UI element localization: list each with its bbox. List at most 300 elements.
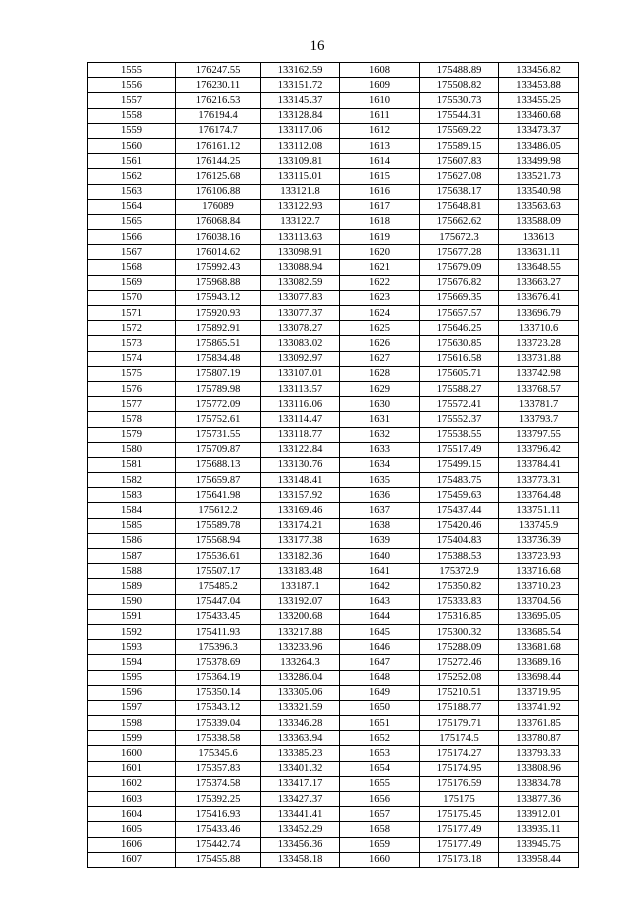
table-row [88, 366, 579, 381]
right-y-coordinate-cell: 133563.63 [499, 199, 579, 214]
left-x-coordinate-cell: 175339.04 [176, 716, 261, 731]
table-row [88, 609, 579, 624]
left-y-coordinate-cell: 133417.17 [261, 776, 340, 791]
right-point-number-cell: 1615 [340, 169, 420, 184]
right-y-coordinate-cell: 133676.41 [499, 290, 579, 305]
right-y-coordinate-cell: 133685.54 [499, 624, 579, 639]
left-y-coordinate-cell: 133121.8 [261, 184, 340, 199]
left-point-number-cell: 1585 [88, 518, 176, 533]
right-y-coordinate-cell: 133663.27 [499, 275, 579, 290]
right-point-number-cell: 1611 [340, 108, 420, 123]
table-row [88, 731, 579, 746]
left-x-coordinate-cell: 175834.48 [176, 351, 261, 366]
right-point-number-cell: 1626 [340, 336, 420, 351]
right-y-coordinate-cell: 133736.39 [499, 533, 579, 548]
right-point-number-cell: 1612 [340, 123, 420, 138]
left-x-coordinate-cell: 175752.61 [176, 412, 261, 427]
left-point-number-cell: 1569 [88, 275, 176, 290]
right-x-coordinate-cell: 175176.59 [420, 776, 499, 791]
right-x-coordinate-cell: 175662.62 [420, 214, 499, 229]
left-y-coordinate-cell: 133456.36 [261, 837, 340, 852]
left-point-number-cell: 1577 [88, 397, 176, 412]
table-row [88, 533, 579, 548]
right-y-coordinate-cell: 133723.28 [499, 336, 579, 351]
table-row [88, 655, 579, 670]
left-x-coordinate-cell: 176174.7 [176, 123, 261, 138]
left-y-coordinate-cell: 133363.94 [261, 731, 340, 746]
table-row [88, 78, 579, 93]
right-x-coordinate-cell: 175657.57 [420, 306, 499, 321]
right-y-coordinate-cell: 133696.79 [499, 306, 579, 321]
right-y-coordinate-cell: 133958.44 [499, 852, 579, 867]
left-y-coordinate-cell: 133092.97 [261, 351, 340, 366]
right-y-coordinate-cell: 133742.98 [499, 366, 579, 381]
right-y-coordinate-cell: 133935.11 [499, 822, 579, 837]
left-point-number-cell: 1562 [88, 169, 176, 184]
right-x-coordinate-cell: 175672.3 [420, 230, 499, 245]
right-point-number-cell: 1650 [340, 700, 420, 715]
table-row [88, 700, 579, 715]
left-point-number-cell: 1593 [88, 640, 176, 655]
table-row [88, 746, 579, 761]
left-y-coordinate-cell: 133116.06 [261, 397, 340, 412]
right-y-coordinate-cell: 133456.82 [499, 63, 579, 78]
table-row [88, 564, 579, 579]
right-point-number-cell: 1618 [340, 214, 420, 229]
right-point-number-cell: 1619 [340, 230, 420, 245]
left-y-coordinate-cell: 133122.7 [261, 214, 340, 229]
left-x-coordinate-cell: 175789.98 [176, 381, 261, 396]
right-y-coordinate-cell: 133719.95 [499, 685, 579, 700]
right-point-number-cell: 1635 [340, 473, 420, 488]
left-point-number-cell: 1589 [88, 579, 176, 594]
right-y-coordinate-cell: 133751.11 [499, 503, 579, 518]
table-row [88, 822, 579, 837]
left-y-coordinate-cell: 133385.23 [261, 746, 340, 761]
table-row [88, 397, 579, 412]
table-row [88, 230, 579, 245]
coordinates-table-body [88, 63, 579, 868]
right-x-coordinate-cell: 175177.49 [420, 822, 499, 837]
table-row [88, 123, 579, 138]
right-y-coordinate-cell: 133780.87 [499, 731, 579, 746]
right-point-number-cell: 1638 [340, 518, 420, 533]
left-y-coordinate-cell: 133217.88 [261, 624, 340, 639]
right-x-coordinate-cell: 175175 [420, 792, 499, 807]
right-point-number-cell: 1639 [340, 533, 420, 548]
right-x-coordinate-cell: 175372.9 [420, 564, 499, 579]
left-y-coordinate-cell: 133183.48 [261, 564, 340, 579]
table-row [88, 761, 579, 776]
left-y-coordinate-cell: 133286.04 [261, 670, 340, 685]
left-x-coordinate-cell: 175807.19 [176, 366, 261, 381]
table-row [88, 260, 579, 275]
table-row [88, 792, 579, 807]
left-y-coordinate-cell: 133088.94 [261, 260, 340, 275]
right-y-coordinate-cell: 133648.55 [499, 260, 579, 275]
right-x-coordinate-cell: 175300.32 [420, 624, 499, 639]
left-y-coordinate-cell: 133107.01 [261, 366, 340, 381]
right-x-coordinate-cell: 175616.58 [420, 351, 499, 366]
left-x-coordinate-cell: 175589.78 [176, 518, 261, 533]
left-x-coordinate-cell: 175507.17 [176, 564, 261, 579]
right-point-number-cell: 1610 [340, 93, 420, 108]
left-x-coordinate-cell: 175364.19 [176, 670, 261, 685]
left-point-number-cell: 1568 [88, 260, 176, 275]
right-x-coordinate-cell: 175488.89 [420, 63, 499, 78]
left-point-number-cell: 1564 [88, 199, 176, 214]
left-y-coordinate-cell: 133151.72 [261, 78, 340, 93]
left-point-number-cell: 1601 [88, 761, 176, 776]
right-x-coordinate-cell: 175179.71 [420, 716, 499, 731]
left-y-coordinate-cell: 133174.21 [261, 518, 340, 533]
left-point-number-cell: 1603 [88, 792, 176, 807]
left-point-number-cell: 1607 [88, 852, 176, 867]
table-row [88, 670, 579, 685]
table-row [88, 412, 579, 427]
table-row [88, 93, 579, 108]
right-point-number-cell: 1616 [340, 184, 420, 199]
right-y-coordinate-cell: 133781.7 [499, 397, 579, 412]
left-y-coordinate-cell: 133117.06 [261, 123, 340, 138]
left-x-coordinate-cell: 175688.13 [176, 457, 261, 472]
table-row [88, 138, 579, 153]
right-x-coordinate-cell: 175333.83 [420, 594, 499, 609]
right-x-coordinate-cell: 175552.37 [420, 412, 499, 427]
right-x-coordinate-cell: 175272.46 [420, 655, 499, 670]
left-y-coordinate-cell: 133118.77 [261, 427, 340, 442]
left-point-number-cell: 1559 [88, 123, 176, 138]
left-point-number-cell: 1600 [88, 746, 176, 761]
right-point-number-cell: 1641 [340, 564, 420, 579]
left-point-number-cell: 1567 [88, 245, 176, 260]
left-point-number-cell: 1565 [88, 214, 176, 229]
left-point-number-cell: 1599 [88, 731, 176, 746]
left-x-coordinate-cell: 175731.55 [176, 427, 261, 442]
left-point-number-cell: 1572 [88, 321, 176, 336]
right-point-number-cell: 1654 [340, 761, 420, 776]
right-point-number-cell: 1657 [340, 807, 420, 822]
left-y-coordinate-cell: 133130.76 [261, 457, 340, 472]
right-point-number-cell: 1625 [340, 321, 420, 336]
right-x-coordinate-cell: 175538.55 [420, 427, 499, 442]
left-y-coordinate-cell: 133192.07 [261, 594, 340, 609]
left-x-coordinate-cell: 176216.53 [176, 93, 261, 108]
left-point-number-cell: 1555 [88, 63, 176, 78]
right-x-coordinate-cell: 175173.18 [420, 852, 499, 867]
right-y-coordinate-cell: 133453.88 [499, 78, 579, 93]
right-x-coordinate-cell: 175388.53 [420, 549, 499, 564]
left-point-number-cell: 1594 [88, 655, 176, 670]
left-y-coordinate-cell: 133321.59 [261, 700, 340, 715]
right-y-coordinate-cell: 133808.96 [499, 761, 579, 776]
left-y-coordinate-cell: 133148.41 [261, 473, 340, 488]
right-y-coordinate-cell: 133681.68 [499, 640, 579, 655]
right-x-coordinate-cell: 175607.83 [420, 154, 499, 169]
right-x-coordinate-cell: 175530.73 [420, 93, 499, 108]
table-row [88, 108, 579, 123]
left-x-coordinate-cell: 175709.87 [176, 442, 261, 457]
left-point-number-cell: 1597 [88, 700, 176, 715]
right-x-coordinate-cell: 175627.08 [420, 169, 499, 184]
table-row [88, 275, 579, 290]
left-y-coordinate-cell: 133233.96 [261, 640, 340, 655]
right-point-number-cell: 1649 [340, 685, 420, 700]
right-y-coordinate-cell: 133540.98 [499, 184, 579, 199]
table-row [88, 776, 579, 791]
right-point-number-cell: 1644 [340, 609, 420, 624]
right-point-number-cell: 1648 [340, 670, 420, 685]
left-y-coordinate-cell: 133200.68 [261, 609, 340, 624]
left-point-number-cell: 1592 [88, 624, 176, 639]
left-y-coordinate-cell: 133264.3 [261, 655, 340, 670]
left-x-coordinate-cell: 175433.46 [176, 822, 261, 837]
table-row [88, 381, 579, 396]
left-y-coordinate-cell: 133441.41 [261, 807, 340, 822]
left-y-coordinate-cell: 133162.59 [261, 63, 340, 78]
right-y-coordinate-cell: 133912.01 [499, 807, 579, 822]
right-y-coordinate-cell: 133716.68 [499, 564, 579, 579]
right-y-coordinate-cell: 133797.55 [499, 427, 579, 442]
right-x-coordinate-cell: 175679.09 [420, 260, 499, 275]
right-x-coordinate-cell: 175437.44 [420, 503, 499, 518]
left-point-number-cell: 1587 [88, 549, 176, 564]
right-y-coordinate-cell: 133793.7 [499, 412, 579, 427]
left-y-coordinate-cell: 133113.63 [261, 230, 340, 245]
left-x-coordinate-cell: 175992.43 [176, 260, 261, 275]
left-y-coordinate-cell: 133145.37 [261, 93, 340, 108]
left-x-coordinate-cell: 176068.84 [176, 214, 261, 229]
table-row [88, 427, 579, 442]
right-x-coordinate-cell: 175569.22 [420, 123, 499, 138]
table-row [88, 351, 579, 366]
right-point-number-cell: 1622 [340, 275, 420, 290]
right-y-coordinate-cell: 133588.09 [499, 214, 579, 229]
left-y-coordinate-cell: 133452.29 [261, 822, 340, 837]
right-y-coordinate-cell: 133731.88 [499, 351, 579, 366]
left-point-number-cell: 1573 [88, 336, 176, 351]
right-point-number-cell: 1634 [340, 457, 420, 472]
left-x-coordinate-cell: 175433.45 [176, 609, 261, 624]
left-x-coordinate-cell: 175772.09 [176, 397, 261, 412]
left-point-number-cell: 1566 [88, 230, 176, 245]
table-row [88, 579, 579, 594]
left-x-coordinate-cell: 175920.93 [176, 306, 261, 321]
right-y-coordinate-cell: 133486.05 [499, 138, 579, 153]
right-x-coordinate-cell: 175175.45 [420, 807, 499, 822]
left-point-number-cell: 1556 [88, 78, 176, 93]
right-y-coordinate-cell: 133521.73 [499, 169, 579, 184]
right-x-coordinate-cell: 175605.71 [420, 366, 499, 381]
left-x-coordinate-cell: 175447.04 [176, 594, 261, 609]
right-y-coordinate-cell: 133455.25 [499, 93, 579, 108]
left-point-number-cell: 1570 [88, 290, 176, 305]
table-row [88, 199, 579, 214]
right-point-number-cell: 1655 [340, 776, 420, 791]
left-y-coordinate-cell: 133122.84 [261, 442, 340, 457]
left-x-coordinate-cell: 175374.58 [176, 776, 261, 791]
right-x-coordinate-cell: 175499.15 [420, 457, 499, 472]
left-x-coordinate-cell: 175345.6 [176, 746, 261, 761]
left-point-number-cell: 1583 [88, 488, 176, 503]
left-point-number-cell: 1571 [88, 306, 176, 321]
right-point-number-cell: 1632 [340, 427, 420, 442]
table-row [88, 336, 579, 351]
right-point-number-cell: 1653 [340, 746, 420, 761]
table-row [88, 473, 579, 488]
right-x-coordinate-cell: 175174.5 [420, 731, 499, 746]
left-x-coordinate-cell: 175485.2 [176, 579, 261, 594]
right-point-number-cell: 1652 [340, 731, 420, 746]
left-x-coordinate-cell: 175892.91 [176, 321, 261, 336]
right-x-coordinate-cell: 175177.49 [420, 837, 499, 852]
table-row [88, 640, 579, 655]
left-point-number-cell: 1591 [88, 609, 176, 624]
right-x-coordinate-cell: 175669.35 [420, 290, 499, 305]
left-y-coordinate-cell: 133187.1 [261, 579, 340, 594]
left-y-coordinate-cell: 133122.93 [261, 199, 340, 214]
left-y-coordinate-cell: 133083.02 [261, 336, 340, 351]
left-point-number-cell: 1576 [88, 381, 176, 396]
right-y-coordinate-cell: 133745.9 [499, 518, 579, 533]
right-point-number-cell: 1627 [340, 351, 420, 366]
left-y-coordinate-cell: 133114.47 [261, 412, 340, 427]
right-point-number-cell: 1631 [340, 412, 420, 427]
left-point-number-cell: 1558 [88, 108, 176, 123]
table-row [88, 442, 579, 457]
right-x-coordinate-cell: 175646.25 [420, 321, 499, 336]
left-x-coordinate-cell: 175416.93 [176, 807, 261, 822]
right-x-coordinate-cell: 175572.41 [420, 397, 499, 412]
left-x-coordinate-cell: 176247.55 [176, 63, 261, 78]
right-y-coordinate-cell: 133723.93 [499, 549, 579, 564]
left-y-coordinate-cell: 133177.38 [261, 533, 340, 548]
left-x-coordinate-cell: 176161.12 [176, 138, 261, 153]
right-x-coordinate-cell: 175676.82 [420, 275, 499, 290]
table-row [88, 457, 579, 472]
left-x-coordinate-cell: 176125.68 [176, 169, 261, 184]
left-point-number-cell: 1581 [88, 457, 176, 472]
right-x-coordinate-cell: 175288.09 [420, 640, 499, 655]
right-point-number-cell: 1608 [340, 63, 420, 78]
right-x-coordinate-cell: 175420.46 [420, 518, 499, 533]
left-x-coordinate-cell: 175641.98 [176, 488, 261, 503]
left-x-coordinate-cell: 175865.51 [176, 336, 261, 351]
left-x-coordinate-cell: 175378.69 [176, 655, 261, 670]
left-y-coordinate-cell: 133077.83 [261, 290, 340, 305]
table-row [88, 716, 579, 731]
left-x-coordinate-cell: 175612.2 [176, 503, 261, 518]
right-y-coordinate-cell: 133768.57 [499, 381, 579, 396]
table-row [88, 214, 579, 229]
right-y-coordinate-cell: 133704.56 [499, 594, 579, 609]
right-point-number-cell: 1656 [340, 792, 420, 807]
left-x-coordinate-cell: 175357.83 [176, 761, 261, 776]
left-point-number-cell: 1604 [88, 807, 176, 822]
right-point-number-cell: 1623 [340, 290, 420, 305]
right-x-coordinate-cell: 175316.85 [420, 609, 499, 624]
right-x-coordinate-cell: 175638.17 [420, 184, 499, 199]
coordinates-table [87, 62, 579, 868]
table-row [88, 306, 579, 321]
table-row [88, 290, 579, 305]
left-y-coordinate-cell: 133077.37 [261, 306, 340, 321]
table-row [88, 154, 579, 169]
left-point-number-cell: 1606 [88, 837, 176, 852]
right-x-coordinate-cell: 175404.83 [420, 533, 499, 548]
right-point-number-cell: 1620 [340, 245, 420, 260]
right-point-number-cell: 1640 [340, 549, 420, 564]
left-y-coordinate-cell: 133078.27 [261, 321, 340, 336]
left-y-coordinate-cell: 133157.92 [261, 488, 340, 503]
right-x-coordinate-cell: 175350.82 [420, 579, 499, 594]
left-point-number-cell: 1579 [88, 427, 176, 442]
left-point-number-cell: 1563 [88, 184, 176, 199]
right-y-coordinate-cell: 133613 [499, 230, 579, 245]
right-x-coordinate-cell: 175459.63 [420, 488, 499, 503]
right-y-coordinate-cell: 133784.41 [499, 457, 579, 472]
right-y-coordinate-cell: 133761.85 [499, 716, 579, 731]
left-x-coordinate-cell: 175411.93 [176, 624, 261, 639]
table-row [88, 169, 579, 184]
right-y-coordinate-cell: 133710.23 [499, 579, 579, 594]
left-x-coordinate-cell: 175392.25 [176, 792, 261, 807]
left-x-coordinate-cell: 175350.14 [176, 685, 261, 700]
right-point-number-cell: 1621 [340, 260, 420, 275]
left-point-number-cell: 1602 [88, 776, 176, 791]
left-x-coordinate-cell: 176106.88 [176, 184, 261, 199]
table-row [88, 852, 579, 867]
right-x-coordinate-cell: 175188.77 [420, 700, 499, 715]
right-y-coordinate-cell: 133689.16 [499, 655, 579, 670]
right-point-number-cell: 1658 [340, 822, 420, 837]
left-point-number-cell: 1590 [88, 594, 176, 609]
left-point-number-cell: 1560 [88, 138, 176, 153]
left-point-number-cell: 1588 [88, 564, 176, 579]
right-point-number-cell: 1609 [340, 78, 420, 93]
left-point-number-cell: 1574 [88, 351, 176, 366]
left-y-coordinate-cell: 133346.28 [261, 716, 340, 731]
right-point-number-cell: 1659 [340, 837, 420, 852]
left-x-coordinate-cell: 175338.58 [176, 731, 261, 746]
left-y-coordinate-cell: 133401.32 [261, 761, 340, 776]
table-row [88, 685, 579, 700]
left-x-coordinate-cell: 175536.61 [176, 549, 261, 564]
right-point-number-cell: 1647 [340, 655, 420, 670]
table-row [88, 245, 579, 260]
left-point-number-cell: 1596 [88, 685, 176, 700]
left-x-coordinate-cell: 175396.3 [176, 640, 261, 655]
left-x-coordinate-cell: 175968.88 [176, 275, 261, 290]
left-x-coordinate-cell: 176014.62 [176, 245, 261, 260]
left-x-coordinate-cell: 175659.87 [176, 473, 261, 488]
right-y-coordinate-cell: 133695.05 [499, 609, 579, 624]
left-y-coordinate-cell: 133082.59 [261, 275, 340, 290]
left-y-coordinate-cell: 133169.46 [261, 503, 340, 518]
left-y-coordinate-cell: 133458.18 [261, 852, 340, 867]
right-y-coordinate-cell: 133741.92 [499, 700, 579, 715]
right-x-coordinate-cell: 175544.31 [420, 108, 499, 123]
right-point-number-cell: 1617 [340, 199, 420, 214]
left-x-coordinate-cell: 175343.12 [176, 700, 261, 715]
left-x-coordinate-cell: 176089 [176, 199, 261, 214]
left-y-coordinate-cell: 133115.01 [261, 169, 340, 184]
right-point-number-cell: 1614 [340, 154, 420, 169]
table-row [88, 184, 579, 199]
table-row [88, 488, 579, 503]
right-point-number-cell: 1630 [340, 397, 420, 412]
left-point-number-cell: 1595 [88, 670, 176, 685]
